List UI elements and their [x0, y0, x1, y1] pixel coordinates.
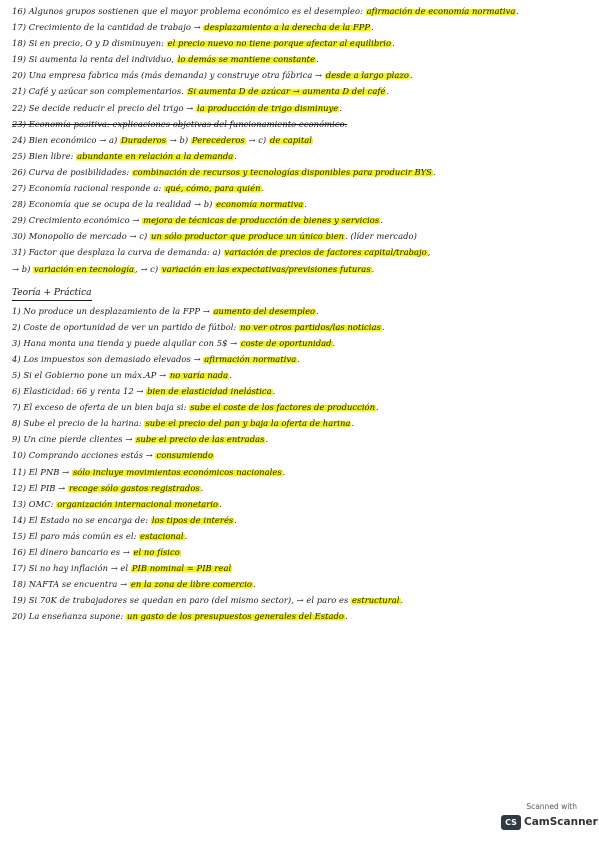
note-text: 7) El exceso de oferta de un bien baja si:	[12, 402, 190, 413]
note-line	[12, 215, 590, 226]
note-text: 25) Bien libre:	[12, 150, 77, 161]
practice-line	[12, 467, 590, 478]
highlighted-answer: qué, cómo, para quién	[164, 183, 261, 194]
note-text: 16) Algunos grupos sostienen que el mayor problema económico es el desempleo:	[12, 6, 366, 16]
note-text: 15) El paro más común es el:	[12, 530, 140, 541]
note-text: .	[516, 6, 520, 16]
note-text: .	[371, 22, 374, 33]
note-text: .	[234, 514, 237, 525]
highlighted-answer: bien de elasticidad inelástica	[147, 386, 272, 397]
note-text: ,	[427, 247, 431, 258]
highlighted-answer: recoge sólo gastos registrados	[68, 482, 200, 493]
practice-line	[12, 354, 590, 365]
highlighted-answer: no ver otros partidos/las noticias	[240, 321, 381, 332]
exam-notes-list	[12, 6, 590, 274]
practice-list	[12, 306, 590, 623]
practice-line	[12, 386, 590, 397]
note-text: .	[297, 353, 300, 364]
highlighted-answer: abundante en relación a la demanda	[77, 150, 234, 161]
note-text: 24) Bien económico → a)	[12, 134, 120, 145]
note-text: 20) La enseñanza supone:	[12, 611, 127, 622]
note-text: .	[316, 305, 319, 316]
practice-line	[12, 306, 590, 317]
note-text: .	[234, 150, 237, 161]
highlighted-answer: sólo incluye movimientos económicos nacionales	[72, 466, 282, 477]
note-text: .	[282, 466, 286, 477]
note-text: 19) Si aumenta la renta del individuo,	[12, 54, 177, 65]
note-text: .	[380, 215, 383, 226]
note-text: , → c)	[135, 263, 161, 274]
highlighted-answer: en la zona de libre comercio	[130, 579, 253, 590]
camscanner-logo-icon: CS	[501, 815, 521, 830]
practice-line	[12, 418, 590, 429]
highlighted-answer: desde a largo plazo	[325, 70, 409, 81]
scanned-with-label: Scanned with	[526, 802, 577, 811]
note-text: .	[351, 418, 355, 429]
note-text: . (líder mercado)	[345, 231, 417, 242]
highlighted-answer: Perecederos	[191, 134, 245, 145]
note-text: 22) Se decide reducir el precio del trigo →	[12, 102, 197, 113]
note-text: .	[219, 498, 222, 509]
highlighted-answer: sube el coste de los factores de producción	[190, 402, 376, 413]
highlighted-answer: un sólo productor que produce un único bien	[151, 231, 345, 242]
note-text: 8) Sube el precio de la harina:	[12, 418, 145, 429]
highlighted-answer: variación de precios de factores capital/trabajo	[224, 247, 427, 258]
note-line	[12, 183, 590, 194]
note-text: .	[229, 369, 232, 380]
note-text: 5) Si el Gobierno pone un máx.AP →	[12, 369, 169, 380]
section-header-wrap	[12, 280, 590, 306]
note-line	[12, 231, 590, 242]
note-text: 30) Monopolio de mercado → c)	[12, 231, 151, 242]
highlighted-answer: coste de oportunidad	[240, 337, 332, 348]
note-text: .	[304, 199, 307, 210]
note-line	[12, 135, 590, 146]
practice-line	[12, 322, 590, 333]
note-text: .	[344, 611, 348, 622]
highlighted-answer: afirmación normativa	[204, 353, 297, 364]
highlighted-answer: organización internacional monetario	[57, 498, 219, 509]
highlighted-answer: afirmación de economía normativa	[366, 6, 516, 16]
practice-line	[12, 450, 590, 461]
note-line	[12, 86, 590, 97]
practice-line	[12, 434, 590, 445]
note-text: .	[184, 530, 188, 541]
note-text: 1) No produce un desplazamiento de la FPP →	[12, 305, 213, 316]
note-text: .	[381, 321, 385, 332]
note-line	[12, 38, 590, 49]
highlighted-answer: variación en las expectativas/previsiones futuras	[161, 263, 371, 274]
note-text: .	[371, 263, 375, 274]
practice-line	[12, 499, 590, 510]
highlighted-answer: sube el precio de las entradas	[136, 434, 265, 445]
note-text: .	[339, 102, 342, 113]
note-text: 4) Los impuestos son demasiado elevados →	[12, 353, 204, 364]
highlighted-answer: los tipos de interés	[151, 514, 234, 525]
note-text: .	[386, 86, 390, 97]
note-line	[12, 103, 590, 114]
note-line	[12, 119, 590, 130]
note-text: 26) Curva de posibilidades:	[12, 166, 132, 177]
highlighted-answer: variación en tecnología	[34, 263, 135, 274]
note-text: → b)	[167, 134, 191, 145]
note-text: .	[272, 386, 276, 397]
note-text: 6) Elasticidad: 66 y renta 12 →	[12, 386, 147, 397]
highlighted-answer: economía normativa	[216, 199, 304, 210]
practice-line	[12, 483, 590, 494]
note-text: 3) Hana monta una tienda y puede alquilar con 5$ →	[12, 337, 240, 348]
highlighted-answer: no varía nada	[169, 369, 229, 380]
practice-line	[12, 579, 590, 590]
note-line	[12, 70, 590, 81]
note-line	[12, 167, 590, 178]
note-line	[12, 247, 590, 258]
practice-line	[12, 531, 590, 542]
practice-line	[12, 595, 590, 606]
note-text: .	[432, 166, 436, 177]
highlighted-answer: el precio nuevo no tiene porque afectar al equilibrio	[167, 38, 392, 49]
note-text: → b)	[12, 263, 34, 274]
note-text: 31) Factor que desplaza la curva de demanda: a)	[12, 247, 224, 258]
highlighted-answer: sube el precio del pan y baja la oferta de harina	[145, 418, 351, 429]
note-text: 18) NAFTA se encuentra →	[12, 579, 130, 590]
note-text: .	[376, 402, 379, 413]
note-text: 27) Economía racional responde a:	[12, 183, 164, 194]
note-text: 13) OMC:	[12, 498, 57, 509]
highlighted-answer: de capital	[269, 134, 313, 145]
note-text: 12) El PIB →	[12, 482, 68, 493]
note-text: 10) Comprando acciones estás →	[12, 450, 156, 461]
note-text: .	[400, 595, 404, 606]
note-text: .	[332, 337, 336, 348]
practice-line	[12, 547, 590, 558]
note-text: 11) El PNB →	[12, 466, 72, 477]
note-text: .	[265, 434, 269, 445]
highlighted-answer: combinación de recursos y tecnologías disponibles para producir BYS	[132, 166, 432, 177]
note-line	[12, 151, 590, 162]
note-text: 17) Si no hay inflación → el	[12, 563, 131, 574]
highlighted-answer: desplazamiento a la derecha de la FPP	[204, 22, 371, 33]
section-title: Teoría + Práctica	[12, 288, 92, 301]
highlighted-answer: PIB nominal = PIB real	[131, 563, 232, 574]
note-text: 19) Si 70K de trabajadores se quedan en paro (del mismo sector), → el paro es	[12, 595, 351, 606]
note-text: 18) Si en precio, O y D disminuyen:	[12, 38, 167, 49]
highlighted-answer: la producción de trigo disminuye	[197, 102, 339, 113]
camscanner-name: CamScanner	[524, 816, 598, 828]
highlighted-answer: un gasto de los presupuestos generales del Estado	[127, 611, 344, 622]
highlighted-answer: estacional	[140, 530, 184, 541]
note-text: 17) Crecimiento de la cantidad de trabajo →	[12, 22, 204, 33]
note-line	[12, 6, 590, 17]
notes-body	[12, 6, 590, 627]
note-text: .	[409, 70, 413, 81]
camscanner-watermark	[501, 802, 598, 836]
note-text: .	[392, 38, 395, 49]
note-line	[12, 264, 590, 275]
note-text: → c)	[245, 134, 269, 145]
highlighted-answer: consumiendo	[156, 450, 214, 461]
note-line	[12, 22, 590, 33]
note-text: 28) Economía que se ocupa de la realidad → b)	[12, 199, 216, 210]
note-text: .	[261, 183, 265, 194]
highlighted-answer: mejora de técnicas de producción de bienes y servicios	[143, 215, 380, 226]
note-line	[12, 199, 590, 210]
practice-line	[12, 611, 590, 622]
note-text: 2) Coste de oportunidad de ver un partido de fútbol:	[12, 321, 240, 332]
highlighted-answer: Si aumenta D de azúcar → aumenta D del café	[187, 86, 386, 97]
note-text: .	[200, 482, 204, 493]
note-text: .	[316, 54, 319, 65]
practice-line	[12, 515, 590, 526]
note-text: 20) Una empresa fabrica más (más demanda) y construye otra fábrica →	[12, 70, 325, 81]
note-text: 14) El Estado no se encarga de:	[12, 514, 151, 525]
highlighted-answer: estructural	[352, 595, 400, 606]
highlighted-answer: aumento del desempleo	[213, 305, 316, 316]
struck-text: 23) Economía positiva: explicaciones objetivas del funcionamiento económico.	[12, 118, 348, 129]
note-text: .	[253, 579, 256, 590]
note-text: 21) Café y azúcar son complementarios.	[12, 86, 187, 97]
practice-line	[12, 402, 590, 413]
practice-line	[12, 563, 590, 574]
highlighted-answer: lo demás se mantiene constante	[177, 54, 316, 65]
note-line	[12, 54, 590, 65]
highlighted-answer: el no físico	[133, 547, 180, 557]
note-text: 16) El dinero bancario es →	[12, 547, 133, 557]
note-text: 9) Un cine pierde clientes →	[12, 434, 136, 445]
practice-line	[12, 338, 590, 349]
note-text: 29) Crecimiento económico →	[12, 215, 143, 226]
practice-line	[12, 370, 590, 381]
highlighted-answer: Duraderos	[120, 134, 167, 145]
